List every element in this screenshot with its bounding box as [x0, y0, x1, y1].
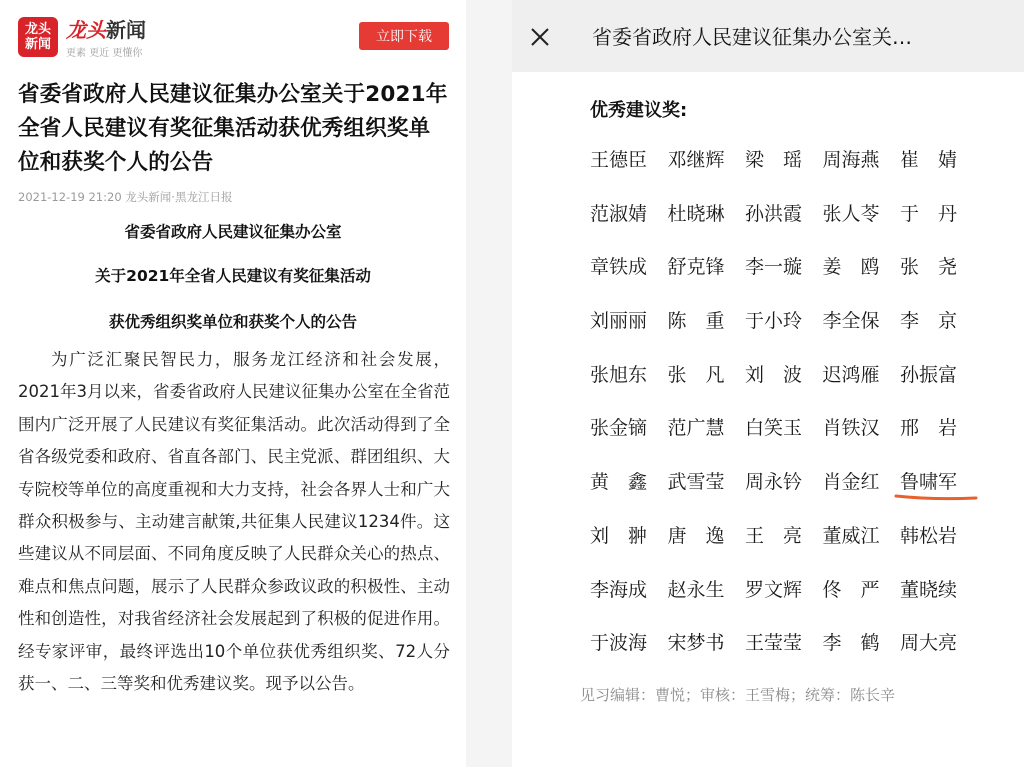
- viewer-title: 省委省政府人民建议征集办公室关…: [592, 25, 912, 49]
- winner-name: 陈 重: [667, 310, 725, 333]
- logo-line2: 新闻: [24, 37, 51, 52]
- winner-name: 肖铁汉: [822, 417, 880, 440]
- winner-name: 张金镝: [590, 417, 648, 440]
- winner-row: [590, 247, 1010, 301]
- winner-name: 姜 鸥: [822, 256, 880, 279]
- winner-name: 于波海: [590, 632, 648, 655]
- winner-name: 王莹莹: [745, 632, 803, 655]
- winner-name: 周大亮: [900, 632, 958, 655]
- winner-name: 白笑玉: [745, 417, 803, 440]
- winner-name: 崔 婧: [900, 149, 958, 171]
- winner-name: 张人苓: [822, 202, 880, 225]
- winner-name: 武雪莹: [667, 471, 725, 494]
- winner-name: 刘丽丽: [590, 310, 648, 333]
- subtitle-2: 关于2021年全省人民建议有奖征集活动: [95, 267, 371, 285]
- editor-credits: 见习编辑：曹悦；审核：王雪梅；统筹：陈长辛: [580, 686, 896, 704]
- winner-name: 鲁啸军: [900, 471, 958, 494]
- winner-name: 佟 严: [822, 578, 880, 601]
- winner-name: 梁 瑶: [745, 149, 803, 171]
- app-header: [0, 0, 466, 68]
- article-headline: 省委省政府人民建议征集办公室关于2021年全省人民建议有奖征集活动获优秀组织奖单位和获奖个人的公告: [18, 82, 448, 175]
- subtitle-1: 省委省政府人民建议征集办公室: [124, 223, 342, 241]
- winner-name: 邓继辉: [667, 149, 725, 171]
- winner-name: 罗文辉: [745, 578, 803, 601]
- winner-name: 李海成: [590, 578, 648, 601]
- winner-name: 张 凡: [667, 363, 725, 386]
- winner-name: 范淑婧: [590, 202, 648, 225]
- winner-name: 刘 波: [745, 363, 803, 386]
- article-viewer: [512, 0, 1024, 767]
- winner-name: 王德臣: [590, 149, 648, 171]
- winner-name: 李 鹤: [822, 632, 880, 655]
- winner-name: 于 丹: [900, 202, 958, 225]
- winner-row: [590, 516, 1010, 570]
- winner-row: [590, 408, 1010, 462]
- winner-list: [590, 140, 1010, 677]
- winner-name: 杜晓琳: [667, 202, 725, 225]
- logo-line1: 龙头: [24, 22, 51, 37]
- viewer-header: [512, 0, 1024, 72]
- winner-name: 周海燕: [822, 149, 880, 171]
- winner-name: 宋梦书: [667, 632, 725, 655]
- winner-row: [590, 355, 1010, 409]
- winner-name: 张旭东: [590, 363, 648, 386]
- subtitle-3: 获优秀组织奖单位和获奖个人的公告: [108, 313, 357, 331]
- winner-name: 肖金红: [822, 471, 880, 494]
- winner-name: 迟鸿雁: [822, 363, 880, 386]
- winner-name: 范广慧: [667, 417, 725, 440]
- download-button[interactable]: 立即下载: [359, 22, 449, 50]
- brand: [66, 14, 146, 59]
- winner-name: 董威江: [822, 524, 880, 547]
- pane-divider: [466, 0, 512, 767]
- winner-name: 李一璇: [745, 256, 803, 279]
- winner-name: 刘 翀: [590, 524, 648, 547]
- winner-name: 李 京: [900, 310, 958, 333]
- winner-name: 王 亮: [745, 524, 803, 547]
- winner-name: 董晓续: [900, 578, 958, 601]
- winner-name: 孙洪霞: [745, 202, 803, 225]
- winner-row: [590, 140, 1010, 194]
- winner-name: 孙振富: [900, 363, 958, 386]
- article-pane: [0, 0, 466, 767]
- article-body: 为广泛汇聚民智民力，服务龙江经济和社会发展，2021年3月以来，省委省政府人民建议征集办公室在全省范围内广泛开展了人民建议有奖征集活动。此次活动得到了全省各级党委和政府、省直各部门、民主党派、群团组织、大专院校等单位的高度重视和大力支持，社会各界人士和广大群众积极参与、主动建言献策,共征集人民建议1234件。这些建议从不同层面、不同角度反映了人民群众关心的热点、难点和焦点问题，展示了人民群众参政议政的积极性、主动性和创造性，对我省经济社会发展起到了积极的促进作用。经专家评审，最终评选出10个单位获优秀组织奖、72人分获一、二、三等奖和优秀建议奖。现予以公告。: [18, 350, 450, 694]
- winner-name: 李全保: [822, 310, 880, 333]
- winner-name: 邢 岩: [900, 417, 958, 440]
- winner-name: 唐 逸: [667, 524, 725, 547]
- award-heading: 优秀建议奖:: [590, 100, 688, 121]
- winner-row: [590, 301, 1010, 355]
- winner-row: [590, 623, 1010, 677]
- winner-name: 韩松岩: [900, 524, 958, 547]
- winner-name: 周永钤: [745, 471, 803, 494]
- winner-name: 张 尧: [900, 256, 958, 279]
- app-logo[interactable]: [18, 17, 58, 57]
- brand-name: 龙头新闻: [66, 18, 146, 42]
- winner-name: 赵永生: [667, 578, 725, 601]
- winner-name: 舒克锋: [667, 256, 725, 279]
- brand-slogan: 更素 更近 更懂你: [66, 48, 143, 59]
- winner-row: [590, 194, 1010, 248]
- highlight-underline: [894, 490, 978, 504]
- winner-row: [590, 570, 1010, 624]
- winner-name: 黄 鑫: [590, 471, 648, 494]
- close-icon[interactable]: [530, 27, 550, 47]
- winner-row: [590, 462, 1010, 516]
- article-meta: 2021-12-19 21:20 龙头新闻·黑龙江日报: [18, 190, 233, 204]
- winner-name: 于小玲: [745, 310, 803, 333]
- winner-name: 章铁成: [590, 256, 648, 279]
